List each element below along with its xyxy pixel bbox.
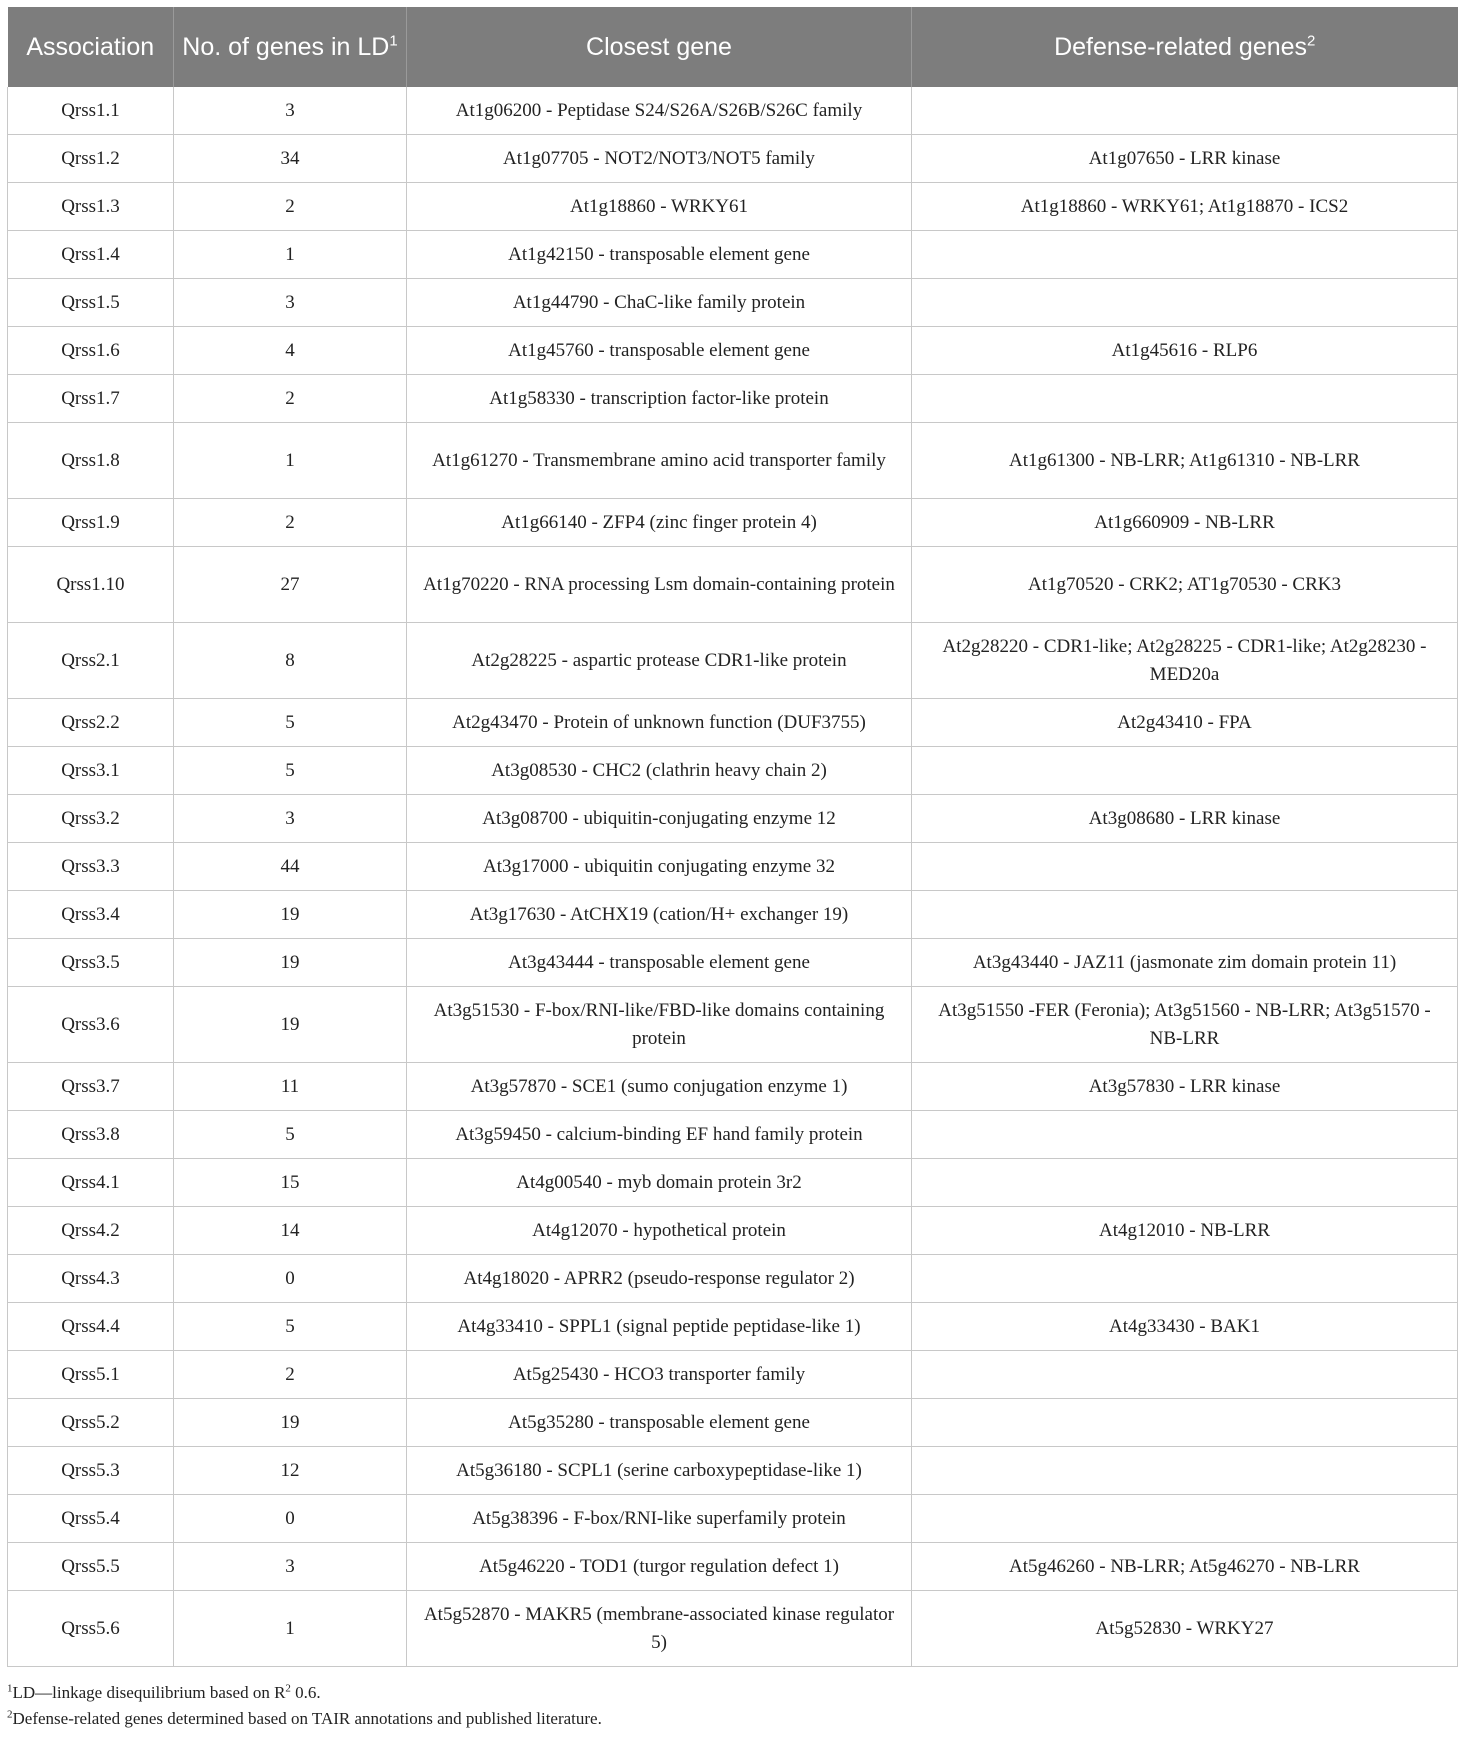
defense-genes-cell: At3g51550 -FER (Feronia); At3g51560 - NB-LRR; At3g51570 - NB-LRR [912, 987, 1458, 1063]
association-cell: Qrss1.4 [8, 231, 174, 279]
association-cell: Qrss4.3 [8, 1255, 174, 1303]
genes-in-ld-cell: 3 [174, 279, 407, 327]
genes-in-ld-cell: 4 [174, 327, 407, 375]
closest-gene-cell: At1g06200 - Peptidase S24/S26A/S26B/S26C family [407, 87, 912, 135]
footnote-2-mark: 2 [7, 1708, 13, 1721]
closest-gene-cell: At1g70220 - RNA processing Lsm domain-containing protein [407, 547, 912, 623]
closest-gene-cell: At3g17000 - ubiquitin conjugating enzyme 32 [407, 843, 912, 891]
genes-in-ld-cell: 3 [174, 87, 407, 135]
table-row [8, 1351, 1458, 1399]
defense-genes-cell: At1g18860 - WRKY61; At1g18870 - ICS2 [912, 183, 1458, 231]
association-cell: Qrss1.7 [8, 375, 174, 423]
table-container [7, 7, 1457, 1667]
defense-genes-cell: At1g660909 - NB-LRR [912, 499, 1458, 547]
closest-gene-cell: At3g59450 - calcium-binding EF hand family protein [407, 1111, 912, 1159]
header-closest-gene [407, 7, 912, 87]
defense-genes-cell [912, 375, 1458, 423]
closest-gene-cell: At1g45760 - transposable element gene [407, 327, 912, 375]
defense-genes-cell [912, 747, 1458, 795]
genes-in-ld-cell: 3 [174, 795, 407, 843]
table-row [8, 1495, 1458, 1543]
table-row [8, 1447, 1458, 1495]
genes-in-ld-cell: 34 [174, 135, 407, 183]
association-cell: Qrss4.2 [8, 1207, 174, 1255]
table-header [8, 7, 1458, 87]
association-cell: Qrss1.1 [8, 87, 174, 135]
association-cell: Qrss5.5 [8, 1543, 174, 1591]
genes-in-ld-cell: 5 [174, 747, 407, 795]
table-row [8, 499, 1458, 547]
table-row [8, 375, 1458, 423]
table-row [8, 1063, 1458, 1111]
table-row [8, 843, 1458, 891]
association-cell: Qrss3.8 [8, 1111, 174, 1159]
footnote-2 [7, 1706, 602, 1732]
association-cell: Qrss3.5 [8, 939, 174, 987]
association-cell: Qrss5.3 [8, 1447, 174, 1495]
defense-genes-cell: At3g43440 - JAZ11 (jasmonate zim domain protein 11) [912, 939, 1458, 987]
genes-in-ld-cell: 19 [174, 1399, 407, 1447]
association-cell: Qrss2.1 [8, 623, 174, 699]
footnote-1-exponent: 2 [285, 1682, 291, 1695]
closest-gene-cell: At1g61270 - Transmembrane amino acid transporter family [407, 423, 912, 499]
genes-in-ld-cell: 27 [174, 547, 407, 623]
defense-genes-cell [912, 1255, 1458, 1303]
closest-gene-cell: At1g18860 - WRKY61 [407, 183, 912, 231]
association-cell: Qrss3.4 [8, 891, 174, 939]
association-cell: Qrss5.6 [8, 1591, 174, 1667]
association-cell: Qrss5.2 [8, 1399, 174, 1447]
defense-genes-cell: At5g46260 - NB-LRR; At5g46270 - NB-LRR [912, 1543, 1458, 1591]
genes-in-ld-cell: 5 [174, 699, 407, 747]
closest-gene-cell: At1g58330 - transcription factor-like protein [407, 375, 912, 423]
genes-in-ld-cell: 2 [174, 375, 407, 423]
closest-gene-cell: At2g43470 - Protein of unknown function (DUF3755) [407, 699, 912, 747]
closest-gene-cell: At5g35280 - transposable element gene [407, 1399, 912, 1447]
table-row [8, 327, 1458, 375]
defense-genes-cell: At1g61300 - NB-LRR; At1g61310 - NB-LRR [912, 423, 1458, 499]
footnote-1 [7, 1680, 602, 1706]
table-row [8, 939, 1458, 987]
closest-gene-cell: At4g00540 - myb domain protein 3r2 [407, 1159, 912, 1207]
genes-in-ld-cell: 11 [174, 1063, 407, 1111]
association-cell: Qrss1.5 [8, 279, 174, 327]
genes-in-ld-cell: 3 [174, 1543, 407, 1591]
table-row [8, 1207, 1458, 1255]
closest-gene-cell: At5g46220 - TOD1 (turgor regulation defect 1) [407, 1543, 912, 1591]
defense-genes-cell [912, 1399, 1458, 1447]
defense-genes-cell [912, 1159, 1458, 1207]
defense-genes-cell: At2g28220 - CDR1-like; At2g28225 - CDR1-like; At2g28230 - MED20a [912, 623, 1458, 699]
association-cell: Qrss3.6 [8, 987, 174, 1063]
genes-in-ld-cell: 1 [174, 1591, 407, 1667]
table-row [8, 987, 1458, 1063]
association-cell: Qrss3.1 [8, 747, 174, 795]
closest-gene-cell: At3g43444 - transposable element gene [407, 939, 912, 987]
defense-genes-cell [912, 1111, 1458, 1159]
table-row [8, 1111, 1458, 1159]
closest-gene-cell: At5g36180 - SCPL1 (serine carboxypeptidase-like 1) [407, 1447, 912, 1495]
header-closest-gene-label: Closest gene [586, 33, 732, 61]
table-row [8, 1159, 1458, 1207]
defense-genes-cell: At1g07650 - LRR kinase [912, 135, 1458, 183]
closest-gene-cell: At1g42150 - transposable element gene [407, 231, 912, 279]
genes-in-ld-cell: 2 [174, 183, 407, 231]
table-row [8, 747, 1458, 795]
genes-in-ld-cell: 12 [174, 1447, 407, 1495]
defense-genes-cell [912, 1495, 1458, 1543]
genes-in-ld-cell: 15 [174, 1159, 407, 1207]
genes-in-ld-cell: 5 [174, 1111, 407, 1159]
closest-gene-cell: At3g17630 - AtCHX19 (cation/H+ exchanger 19) [407, 891, 912, 939]
genes-in-ld-cell: 5 [174, 1303, 407, 1351]
defense-genes-cell [912, 1351, 1458, 1399]
table-row [8, 795, 1458, 843]
association-cell: Qrss2.2 [8, 699, 174, 747]
association-cell: Qrss1.2 [8, 135, 174, 183]
footnote-1-tail: 0.6. [290, 1683, 321, 1702]
defense-genes-cell [912, 843, 1458, 891]
table-row [8, 135, 1458, 183]
table-row [8, 1591, 1458, 1667]
header-association [8, 7, 174, 87]
header-footnote-mark-1: 1 [389, 32, 398, 50]
closest-gene-cell: At3g08530 - CHC2 (clathrin heavy chain 2) [407, 747, 912, 795]
genes-in-ld-cell: 2 [174, 499, 407, 547]
genes-in-ld-cell: 0 [174, 1495, 407, 1543]
defense-genes-cell [912, 231, 1458, 279]
association-cell: Qrss1.9 [8, 499, 174, 547]
association-cell: Qrss1.3 [8, 183, 174, 231]
footnote-2-text: Defense-related genes determined based on TAIR annotations and published literature. [12, 1709, 602, 1728]
genes-in-ld-cell: 44 [174, 843, 407, 891]
table-row [8, 1303, 1458, 1351]
table-row [8, 423, 1458, 499]
closest-gene-cell: At2g28225 - aspartic protease CDR1-like protein [407, 623, 912, 699]
closest-gene-cell: At1g44790 - ChaC-like family protein [407, 279, 912, 327]
table-row [8, 623, 1458, 699]
closest-gene-cell: At3g08700 - ubiquitin-conjugating enzyme 12 [407, 795, 912, 843]
footnote-1-mark: 1 [7, 1682, 13, 1695]
table-row [8, 547, 1458, 623]
table-row [8, 1399, 1458, 1447]
genes-in-ld-cell: 14 [174, 1207, 407, 1255]
defense-genes-cell: At4g12010 - NB-LRR [912, 1207, 1458, 1255]
table-row [8, 699, 1458, 747]
header-genes-in-ld [174, 7, 407, 87]
defense-genes-cell [912, 87, 1458, 135]
header-association-label: Association [26, 33, 155, 61]
defense-genes-cell: At3g57830 - LRR kinase [912, 1063, 1458, 1111]
gene-association-table [7, 7, 1458, 1667]
defense-genes-cell: At1g45616 - RLP6 [912, 327, 1458, 375]
closest-gene-cell: At5g38396 - F-box/RNI-like superfamily protein [407, 1495, 912, 1543]
defense-genes-cell: At1g70520 - CRK2; AT1g70530 - CRK3 [912, 547, 1458, 623]
closest-gene-cell: At1g66140 - ZFP4 (zinc finger protein 4) [407, 499, 912, 547]
header-genes-in-ld-label: No. of genes in LD [182, 33, 390, 61]
closest-gene-cell: At4g12070 - hypothetical protein [407, 1207, 912, 1255]
closest-gene-cell: At4g18020 - APRR2 (pseudo-response regulator 2) [407, 1255, 912, 1303]
header-defense-genes-label: Defense-related genes [1054, 33, 1308, 61]
defense-genes-cell: At2g43410 - FPA [912, 699, 1458, 747]
genes-in-ld-cell: 0 [174, 1255, 407, 1303]
header-defense-genes [912, 7, 1458, 87]
association-cell: Qrss1.6 [8, 327, 174, 375]
association-cell: Qrss3.7 [8, 1063, 174, 1111]
defense-genes-cell: At5g52830 - WRKY27 [912, 1591, 1458, 1667]
table-row [8, 279, 1458, 327]
table-row [8, 891, 1458, 939]
closest-gene-cell: At5g52870 - MAKR5 (membrane-associated kinase regulator 5) [407, 1591, 912, 1667]
defense-genes-cell: At4g33430 - BAK1 [912, 1303, 1458, 1351]
closest-gene-cell: At3g57870 - SCE1 (sumo conjugation enzyme 1) [407, 1063, 912, 1111]
association-cell: Qrss1.10 [8, 547, 174, 623]
closest-gene-cell: At3g51530 - F-box/RNI-like/FBD-like domains containing protein [407, 987, 912, 1063]
association-cell: Qrss1.8 [8, 423, 174, 499]
association-cell: Qrss5.4 [8, 1495, 174, 1543]
defense-genes-cell [912, 891, 1458, 939]
table-row [8, 1543, 1458, 1591]
table-row [8, 1255, 1458, 1303]
genes-in-ld-cell: 8 [174, 623, 407, 699]
association-cell: Qrss3.3 [8, 843, 174, 891]
association-cell: Qrss4.1 [8, 1159, 174, 1207]
genes-in-ld-cell: 19 [174, 891, 407, 939]
genes-in-ld-cell: 1 [174, 231, 407, 279]
genes-in-ld-cell: 19 [174, 939, 407, 987]
genes-in-ld-cell: 2 [174, 1351, 407, 1399]
association-cell: Qrss5.1 [8, 1351, 174, 1399]
closest-gene-cell: At1g07705 - NOT2/NOT3/NOT5 family [407, 135, 912, 183]
association-cell: Qrss3.2 [8, 795, 174, 843]
defense-genes-cell [912, 1447, 1458, 1495]
table-row [8, 87, 1458, 135]
genes-in-ld-cell: 19 [174, 987, 407, 1063]
table-row [8, 183, 1458, 231]
defense-genes-cell [912, 279, 1458, 327]
table-body [8, 87, 1458, 1667]
genes-in-ld-cell: 1 [174, 423, 407, 499]
association-cell: Qrss4.4 [8, 1303, 174, 1351]
footnote-1-text: LD—linkage disequilibrium based on R [12, 1683, 286, 1702]
header-footnote-mark-2: 2 [1307, 32, 1316, 50]
table-row [8, 231, 1458, 279]
table-footnotes [7, 1680, 602, 1732]
defense-genes-cell: At3g08680 - LRR kinase [912, 795, 1458, 843]
closest-gene-cell: At5g25430 - HCO3 transporter family [407, 1351, 912, 1399]
closest-gene-cell: At4g33410 - SPPL1 (signal peptide peptidase-like 1) [407, 1303, 912, 1351]
